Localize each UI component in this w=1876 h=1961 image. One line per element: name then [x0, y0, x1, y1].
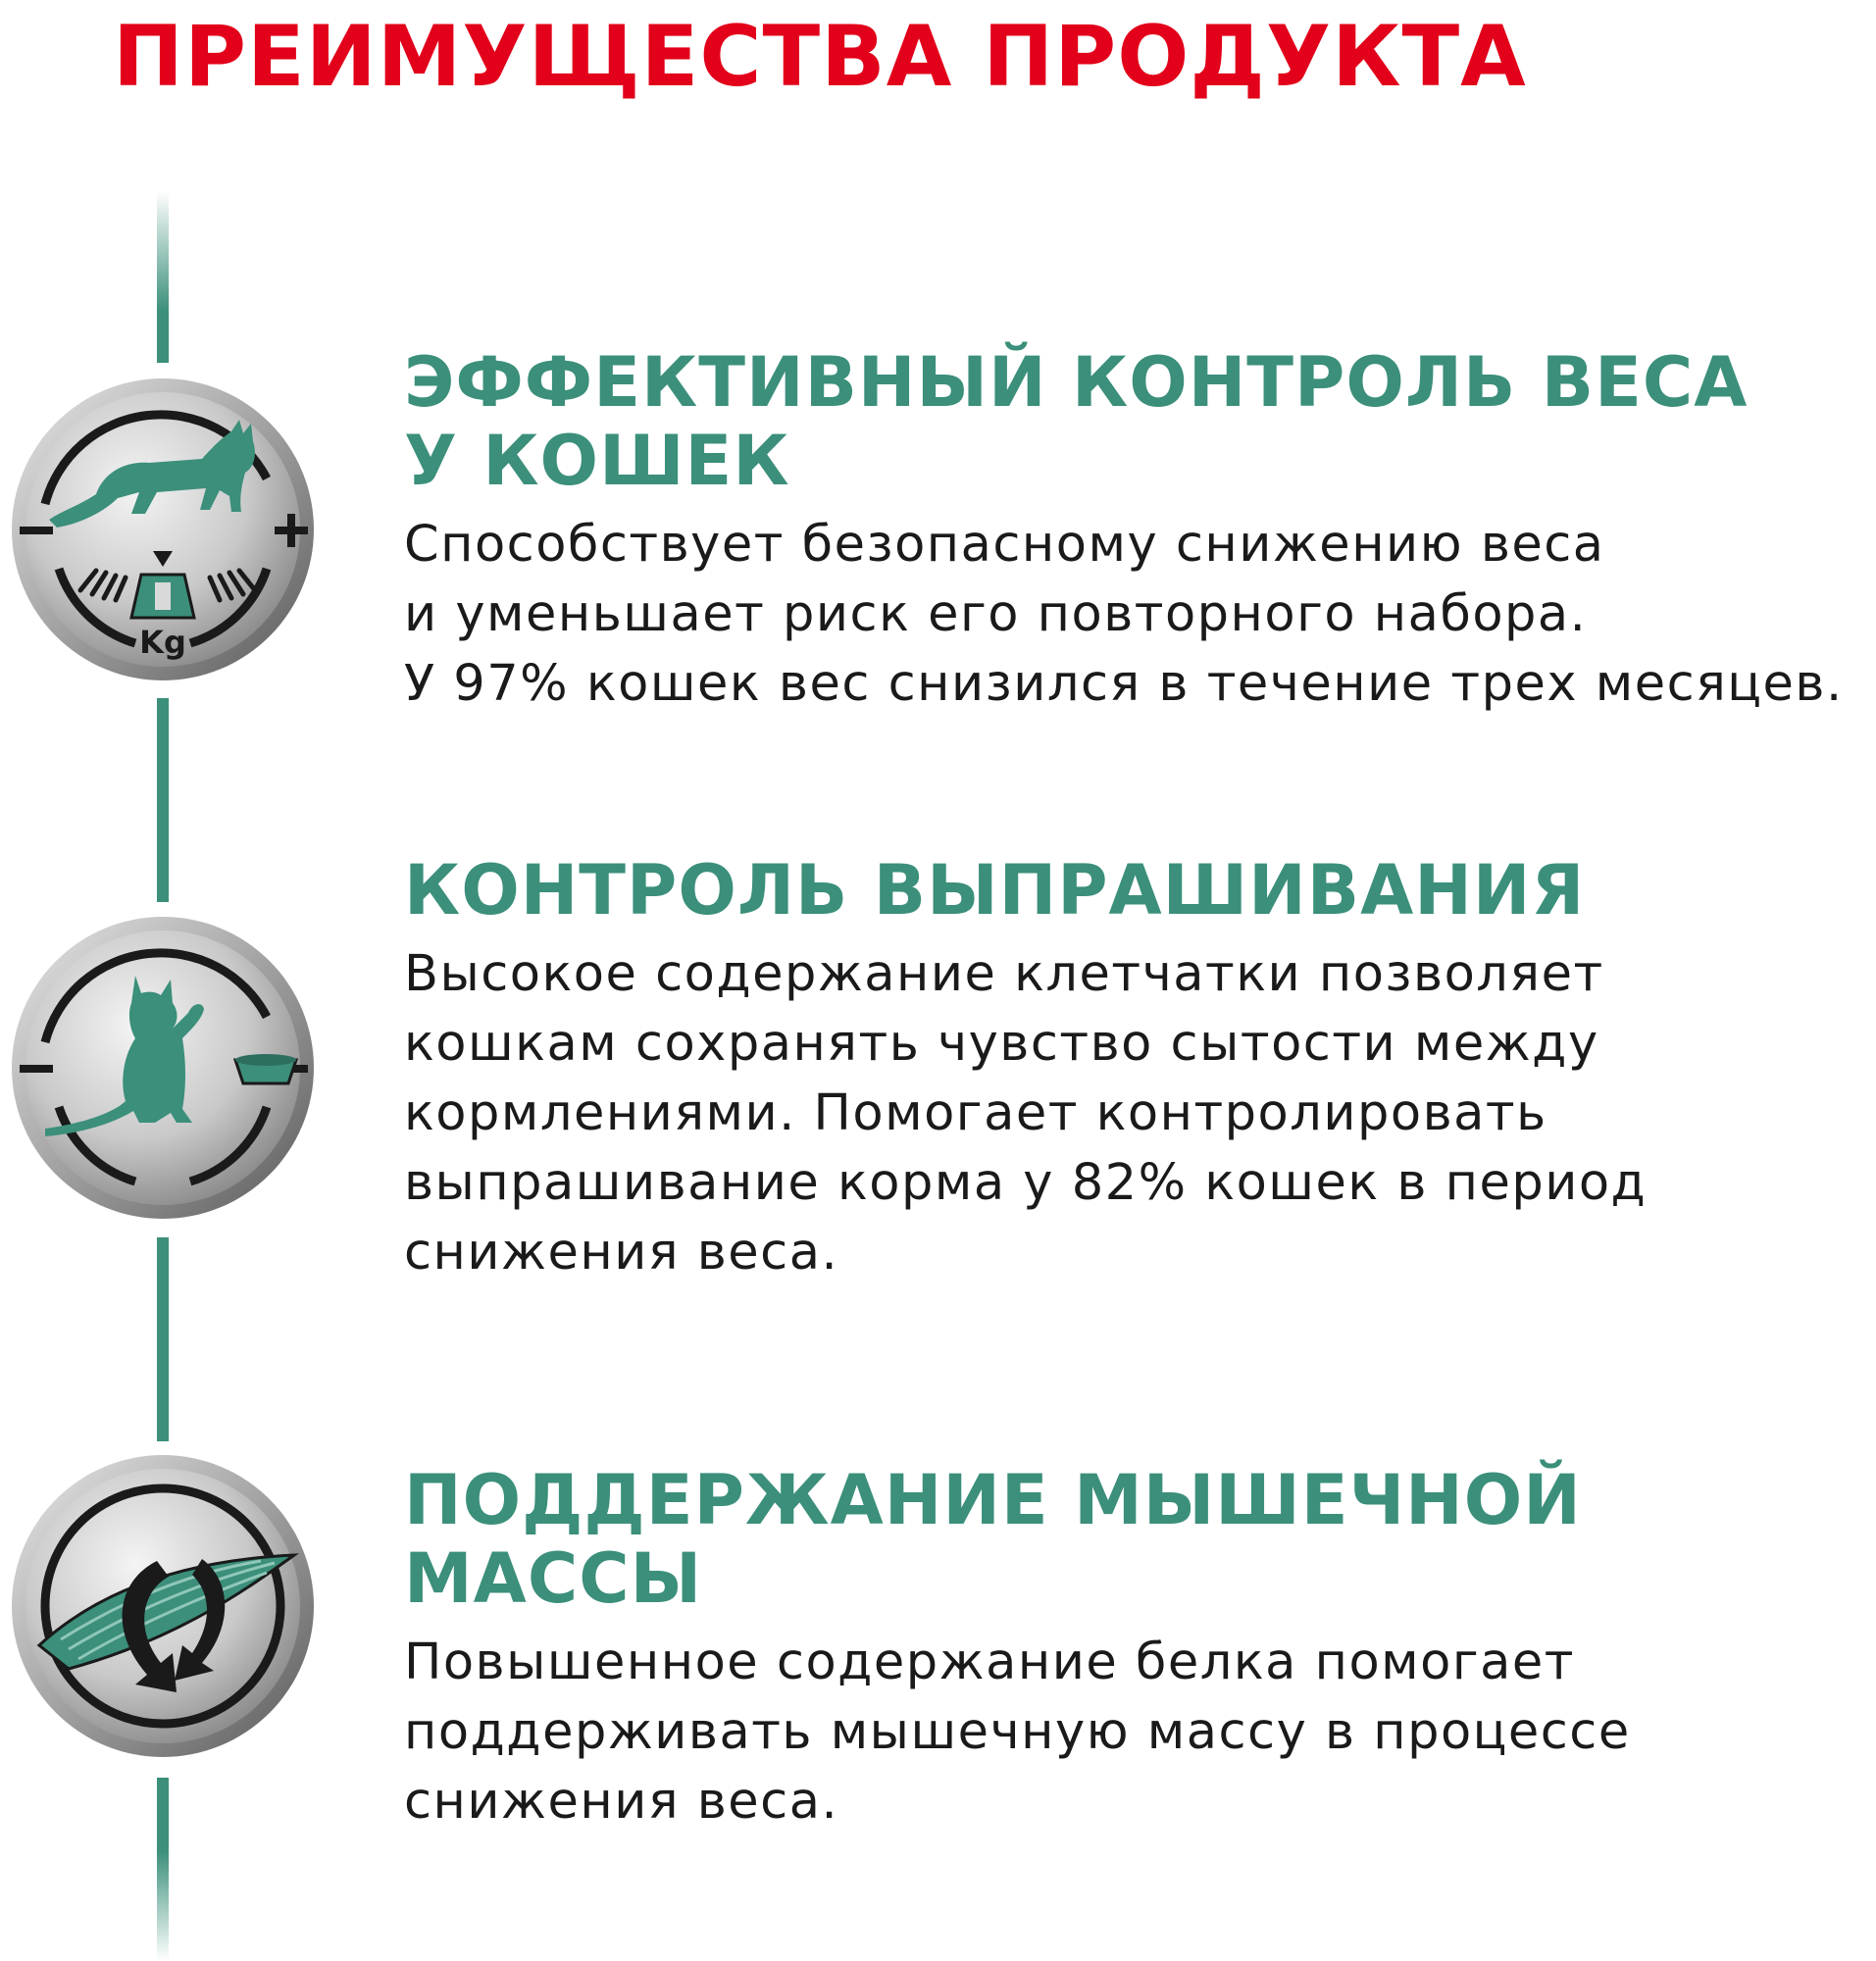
benefit-description	[404, 939, 1865, 1287]
kg-label: Kg	[139, 624, 186, 661]
benefit-text-line: Способствует безопасному снижению веса	[404, 516, 1605, 574]
benefit-title	[404, 1461, 1865, 1618]
benefit-text-line: и уменьшает риск его повторного набора.	[404, 585, 1588, 643]
benefit-text-line: поддерживать мышечную массу в процессе	[404, 1703, 1631, 1761]
benefit-title-line: ПОДДЕРЖАНИЕ МЫШЕЧНОЙ МАССЫ	[404, 1460, 1582, 1619]
benefit-description	[404, 510, 1865, 719]
cat-weight-scale-icon	[10, 377, 316, 682]
benefit-text-line: кошкам сохранять чувство сытости между	[404, 1015, 1599, 1073]
timeline-line-segment	[157, 698, 169, 902]
timeline-line-segment	[157, 191, 169, 363]
benefit-text-line: снижения веса.	[404, 1773, 839, 1831]
benefit-text-line: кормлениями. Помогает контролировать	[404, 1084, 1547, 1142]
benefit-title-line: КОНТРОЛЬ ВЫПРАШИВАНИЯ	[404, 850, 1586, 930]
benefit-title	[404, 343, 1865, 500]
page-title: ПРЕИМУЩЕСТВА ПРОДУКТА	[113, 8, 1527, 106]
benefit-text-line: Повышенное содержание белка помогает	[404, 1634, 1575, 1691]
benefit-weight-control	[404, 343, 1865, 719]
muscle-mass-icon	[10, 1453, 316, 1759]
benefit-text-line: Высокое содержание клетчатки позволяет	[404, 945, 1604, 1003]
timeline-line-segment	[157, 1778, 169, 1961]
benefit-description	[404, 1628, 1865, 1836]
begging-cat-bowl-icon	[10, 915, 316, 1221]
benefit-title-line: ЭФФЕКТИВНЫЙ КОНТРОЛЬ ВЕСА	[404, 342, 1749, 423]
benefit-text-line: выпрашивание корма у 82% кошек в период	[404, 1154, 1648, 1212]
benefit-title	[404, 851, 1865, 930]
benefit-text-line: снижения веса.	[404, 1224, 839, 1282]
benefit-text-line: У 97% кошек вес снизился в течение трех месяцев.	[404, 655, 1844, 713]
timeline-line-segment	[157, 1237, 169, 1441]
benefit-muscle-mass	[404, 1461, 1865, 1836]
benefit-begging-control	[404, 851, 1865, 1287]
benefit-title-line: У КОШЕК	[404, 421, 790, 501]
